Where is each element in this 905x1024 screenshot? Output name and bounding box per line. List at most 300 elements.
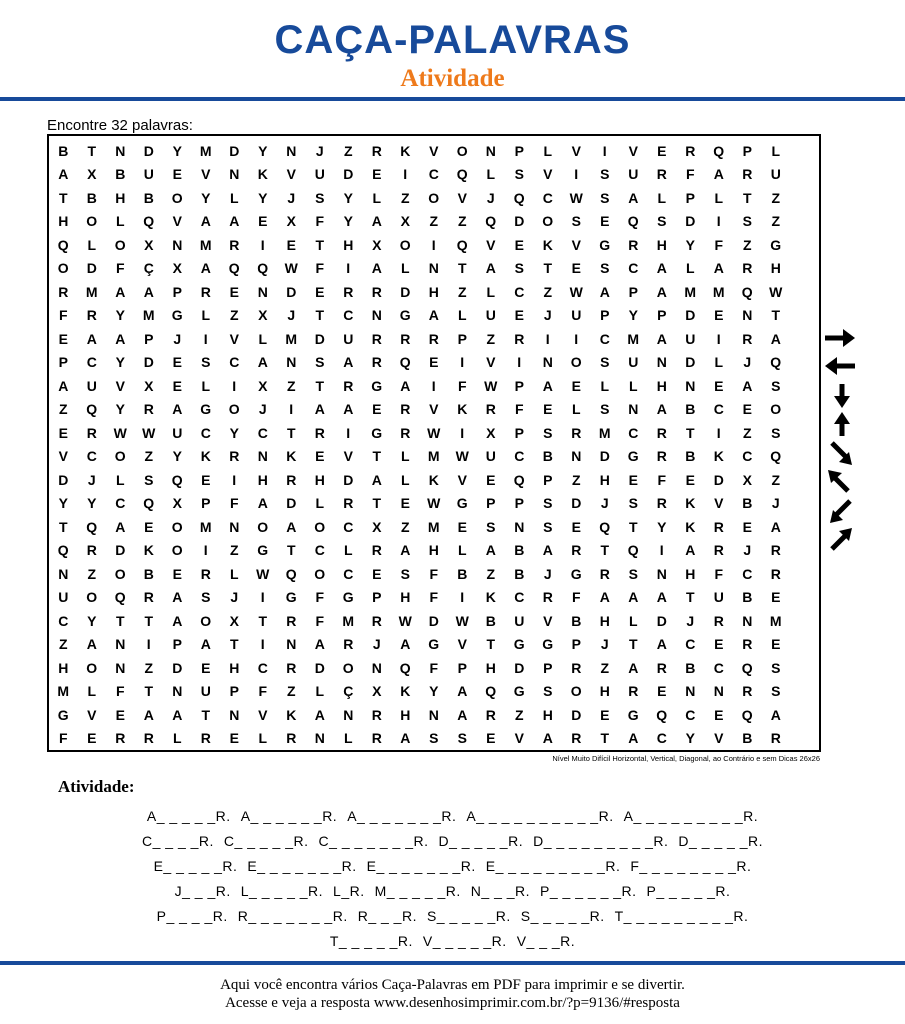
page-subtitle: Atividade (400, 65, 505, 92)
clue-word: F_ _ _ _ _ _ _ _R. (630, 858, 752, 874)
grid-cell: I (659, 542, 664, 559)
grid-cell: F (714, 565, 724, 582)
arrow-up-right-icon (822, 527, 858, 553)
grid-cell: A (656, 636, 667, 653)
arrow-down-left-icon (822, 499, 858, 525)
clue-word: J_ _ _R. (174, 883, 231, 899)
grid-cell: A (656, 589, 667, 606)
grid-cell: I (203, 542, 208, 559)
grid-cell: M (684, 283, 697, 300)
grid-cell: O (57, 260, 69, 277)
grid-cell: G (570, 565, 582, 582)
grid-cell: A (371, 213, 382, 230)
grid-cell: O (257, 518, 269, 535)
grid-cell: L (400, 448, 410, 465)
grid-cell: L (400, 260, 410, 277)
grid-cell: L (343, 542, 353, 559)
grid-cell: Z (429, 213, 439, 230)
grid-cell: R (143, 401, 154, 418)
grid-cell: L (315, 495, 325, 512)
grid-cell: R (229, 448, 240, 465)
grid-cell: C (428, 166, 439, 183)
grid-cell: A (200, 260, 211, 277)
grid-cell: R (770, 730, 781, 747)
grid-cell: J (173, 330, 182, 347)
clue-word: R_ _ _R. (357, 908, 417, 924)
grid-row (49, 327, 819, 351)
grid-cell: R (514, 330, 525, 347)
grid-cell: P (514, 377, 524, 394)
grid-cell: R (628, 683, 639, 700)
grid-cell: B (115, 166, 126, 183)
grid-cell: P (600, 307, 610, 324)
grid-cell: C (514, 589, 525, 606)
grid-cell: T (87, 142, 97, 159)
grid-cell: P (571, 636, 581, 653)
grid-cell: Q (114, 589, 126, 606)
grid-cell: E (172, 565, 182, 582)
grid-cell: S (600, 260, 610, 277)
grid-row (49, 186, 819, 210)
grid-cell: D (86, 260, 97, 277)
grid-cell: O (342, 659, 354, 676)
grid-cell: P (58, 354, 68, 371)
grid-cell: R (742, 683, 753, 700)
grid-row (49, 468, 819, 492)
grid-cell: B (685, 659, 696, 676)
grid-cell: R (571, 730, 582, 747)
grid-cell: Z (400, 189, 410, 206)
grid-cell: P (657, 307, 667, 324)
grid-cell: I (260, 236, 265, 253)
grid-cell: A (343, 401, 354, 418)
grid-cell: F (457, 377, 467, 394)
grid-cell: F (429, 589, 439, 606)
grid-cell: K (542, 236, 553, 253)
grid-cell: I (203, 330, 208, 347)
grid-cell: Q (57, 236, 69, 253)
grid-cell: V (571, 236, 581, 253)
grid-cell: D (314, 659, 325, 676)
grid-cell: I (431, 377, 436, 394)
grid-cell: W (284, 260, 298, 277)
grid-cell: S (628, 565, 638, 582)
grid-cell: U (485, 307, 496, 324)
grid-row (49, 280, 819, 304)
grid-cell: M (285, 330, 298, 347)
grid-cell: P (514, 142, 524, 159)
grid-cell: A (229, 213, 240, 230)
grid-cell: N (428, 260, 439, 277)
grid-cell: R (371, 283, 382, 300)
grid-cell: T (315, 307, 325, 324)
grid-cell: T (742, 189, 752, 206)
grid-cell: Z (771, 189, 781, 206)
grid-cell: A (457, 683, 468, 700)
grid-cell: H (685, 565, 696, 582)
grid-cell: K (286, 706, 297, 723)
grid-cell: A (400, 377, 411, 394)
grid-cell: C (713, 659, 724, 676)
grid-cell: L (258, 330, 268, 347)
grid-cell: W (769, 283, 783, 300)
grid-cell: A (770, 706, 781, 723)
grid-cell: U (58, 589, 69, 606)
word-search-grid (47, 134, 821, 752)
grid-cell: D (58, 471, 69, 488)
grid-cell: S (543, 495, 553, 512)
clue-word: D_ _ _ _ _ _ _ _ _R. (533, 833, 669, 849)
clue-row (40, 854, 865, 879)
grid-cell: A (172, 612, 183, 629)
grid-cell: Q (627, 213, 639, 230)
grid-cell: S (543, 424, 553, 441)
grid-cell: Y (172, 448, 182, 465)
grid-cell: A (628, 730, 639, 747)
grid-cell: Z (286, 683, 296, 700)
grid-cell: C (514, 448, 525, 465)
grid-cell: H (656, 377, 667, 394)
grid-cell: E (201, 471, 211, 488)
grid-cell: C (86, 448, 97, 465)
grid-cell: O (770, 401, 782, 418)
grid-cell: R (571, 659, 582, 676)
clue-word: A_ _ _ _ _ _ _ _ _ _R. (466, 808, 614, 824)
clue-word: L_R. (333, 883, 365, 899)
grid-row (49, 656, 819, 680)
grid-cell: I (346, 260, 351, 277)
grid-cell: S (771, 377, 781, 394)
grid-cell: X (486, 424, 496, 441)
grid-cell: E (315, 283, 325, 300)
grid-cell: H (770, 260, 781, 277)
grid-cell: Q (57, 542, 69, 559)
grid-cell: C (514, 283, 525, 300)
grid-cell: A (542, 542, 553, 559)
grid-cell: L (457, 542, 467, 559)
grid-cell: L (343, 730, 353, 747)
grid-cell: J (287, 189, 296, 206)
grid-cell: X (229, 612, 239, 629)
grid-cell: D (400, 283, 411, 300)
grid-cell: F (58, 730, 68, 747)
grid-cell: S (400, 565, 410, 582)
clue-word: E_ _ _ _ _ _ _ _ _R. (485, 858, 621, 874)
grid-cell: L (486, 283, 496, 300)
grid-cell: P (486, 495, 496, 512)
grid-cell: K (685, 518, 696, 535)
grid-cell: V (457, 189, 467, 206)
grid-cell: M (57, 683, 70, 700)
grid-cell: D (599, 448, 610, 465)
grid-cell: S (144, 471, 154, 488)
grid-cell: T (58, 518, 68, 535)
grid-cell: B (143, 189, 154, 206)
grid-cell: W (427, 495, 441, 512)
grid-cell: M (85, 283, 98, 300)
grid-cell: D (428, 612, 439, 629)
grid-cell: Z (229, 307, 239, 324)
grid-cell: A (428, 307, 439, 324)
grid-cell: O (228, 401, 240, 418)
grid-cell: O (456, 142, 468, 159)
grid-cell: G (513, 683, 525, 700)
grid-cell: M (427, 518, 440, 535)
grid-cell: R (485, 706, 496, 723)
grid-cell: R (371, 542, 382, 559)
grid-cell: P (372, 589, 382, 606)
clue-word: S_ _ _ _ _R. (520, 908, 605, 924)
grid-cell: B (685, 448, 696, 465)
grid-cell: G (342, 589, 354, 606)
grid-cell: D (143, 354, 154, 371)
grid-cell: I (460, 589, 465, 606)
grid-cell: H (485, 659, 496, 676)
grid-cell: E (372, 565, 382, 582)
grid-cell: M (598, 424, 611, 441)
grid-row (49, 539, 819, 563)
clue-word: P_ _ _ _ _ _R. (540, 883, 637, 899)
grid-cell: Q (741, 659, 753, 676)
grid-cell: R (485, 401, 496, 418)
grid-cell: L (87, 236, 97, 253)
grid-cell: A (400, 636, 411, 653)
grid-cell: U (314, 166, 325, 183)
grid-cell: D (685, 354, 696, 371)
grid-cell: P (514, 495, 524, 512)
grid-cell: A (371, 260, 382, 277)
grid-cell: U (685, 330, 696, 347)
grid-cell: E (714, 307, 724, 324)
grid-cell: N (656, 354, 667, 371)
grid-cell: Z (87, 565, 97, 582)
grid-cell: Q (257, 260, 269, 277)
grid-cell: O (428, 189, 440, 206)
grid-cell: C (542, 189, 553, 206)
clue-word: A_ _ _ _ _ _ _R. (347, 808, 457, 824)
grid-row (49, 562, 819, 586)
grid-cell: K (200, 448, 211, 465)
grid-cell: N (58, 565, 69, 582)
grid-cell: F (315, 612, 325, 629)
grid-cell: V (714, 495, 724, 512)
grid-cell: S (315, 189, 325, 206)
grid-cell: E (315, 448, 325, 465)
grid-cell: O (114, 565, 126, 582)
grid-cell: Y (685, 236, 695, 253)
grid-cell: S (628, 495, 638, 512)
grid-cell: P (628, 283, 638, 300)
grid-cell: R (713, 518, 724, 535)
grid-cell: N (485, 142, 496, 159)
grid-cell: U (628, 166, 639, 183)
grid-cell: A (457, 706, 468, 723)
grid-cell: P (685, 189, 695, 206)
grid-cell: N (172, 236, 183, 253)
grid-cell: Z (486, 330, 496, 347)
grid-cell: P (229, 683, 239, 700)
grid-cell: E (742, 401, 752, 418)
grid-cell: A (742, 377, 753, 394)
footer-line-2: Acesse e veja a resposta www.desenhosimprimir.com.br/?p=9136/#resposta (225, 995, 680, 1011)
grid-cell: B (58, 142, 69, 159)
grid-cell: M (342, 612, 355, 629)
grid-cell: C (86, 354, 97, 371)
arrow-left-icon (822, 353, 858, 379)
grid-cell: A (542, 377, 553, 394)
grid-cell: N (428, 706, 439, 723)
grid-cell: A (400, 730, 411, 747)
grid-cell: G (627, 706, 639, 723)
grid-cell: F (429, 565, 439, 582)
grid-row (49, 492, 819, 516)
grid-row (49, 586, 819, 610)
grid-cell: V (258, 706, 268, 723)
clue-word: L_ _ _ _ _R. (240, 883, 324, 899)
grid-cell: S (486, 518, 496, 535)
grid-cell: L (372, 189, 382, 206)
grid-cell: E (543, 401, 553, 418)
grid-cell: H (400, 589, 411, 606)
grid-cell: S (201, 354, 211, 371)
grid-cell: I (346, 424, 351, 441)
grid-cell: T (286, 542, 296, 559)
grid-cell: L (714, 189, 724, 206)
grid-cell: I (574, 166, 579, 183)
grid-cell: T (372, 495, 382, 512)
grid-cell: X (172, 260, 182, 277)
grid-cell: B (457, 565, 468, 582)
grid-cell: K (713, 448, 724, 465)
grid-cell: B (485, 612, 496, 629)
grid-cell: L (87, 683, 97, 700)
grid-cell: Q (285, 565, 297, 582)
grid-cell: V (628, 142, 638, 159)
grid-cell: C (599, 330, 610, 347)
grid-cell: D (713, 471, 724, 488)
grid-cell: D (343, 166, 354, 183)
grid-cell: R (400, 401, 411, 418)
grid-cell: Y (343, 213, 353, 230)
grid-cell: V (201, 166, 211, 183)
grid-cell: T (543, 260, 553, 277)
grid-cell: C (742, 565, 753, 582)
grid-cell: A (58, 377, 69, 394)
grid-cell: N (229, 166, 240, 183)
clue-word: V_ _ _R. (516, 933, 576, 949)
grid-cell: A (58, 166, 69, 183)
grid-cell: A (86, 330, 97, 347)
grid-cell: R (286, 471, 297, 488)
grid-cell: Y (343, 189, 353, 206)
grid-cell: E (372, 166, 382, 183)
grid-cell: R (286, 730, 297, 747)
grid-cell: E (286, 236, 296, 253)
grid-cell: N (172, 683, 183, 700)
grid-cell: B (742, 495, 753, 512)
grid-cell: E (714, 377, 724, 394)
grid-cell: A (200, 213, 211, 230)
grid-cell: Z (343, 142, 353, 159)
grid-cell: F (657, 471, 667, 488)
grid-cell: O (171, 189, 183, 206)
grid-cell: Z (58, 636, 68, 653)
grid-cell: A (656, 330, 667, 347)
grid-cell: F (229, 495, 239, 512)
grid-cell: G (770, 236, 782, 253)
clue-word: P_ _ _ _R. (156, 908, 228, 924)
grid-cell: Q (770, 448, 782, 465)
grid-cell: Q (513, 189, 525, 206)
grid-cell: X (372, 236, 382, 253)
grid-cell: Z (144, 448, 154, 465)
grid-cell: A (343, 354, 354, 371)
grid-cell: Q (228, 260, 240, 277)
grid-cell: L (201, 307, 211, 324)
grid-cell: B (514, 542, 525, 559)
grid-row (49, 680, 819, 704)
grid-cell: C (58, 612, 69, 629)
grid-cell: E (172, 166, 182, 183)
grid-cell: H (599, 612, 610, 629)
grid-cell: I (716, 213, 721, 230)
grid-cell: H (257, 471, 268, 488)
grid-cell: Q (770, 354, 782, 371)
grid-cell: Y (115, 307, 125, 324)
arrow-up-icon (822, 411, 858, 437)
clue-word: A_ _ _ _ _ _R. (240, 808, 338, 824)
grid-cell: R (200, 283, 211, 300)
grid-cell: E (229, 283, 239, 300)
grid-cell: D (229, 142, 240, 159)
grid-cell: S (201, 589, 211, 606)
grid-cell: V (457, 636, 467, 653)
grid-cell: X (258, 377, 268, 394)
grid-cell: V (543, 612, 553, 629)
grid-cell: K (685, 495, 696, 512)
grid-cell: A (286, 518, 297, 535)
grid-cell: A (628, 589, 639, 606)
grid-cell: H (656, 236, 667, 253)
grid-cell: G (171, 307, 183, 324)
grid-cell: N (257, 448, 268, 465)
grid-cell: V (486, 236, 496, 253)
grid-cell: X (144, 236, 154, 253)
grid-cell: U (172, 424, 183, 441)
grid-cell: H (428, 283, 439, 300)
clue-word: S_ _ _ _ _R. (426, 908, 511, 924)
grid-cell: R (343, 495, 354, 512)
grid-cell: D (286, 495, 297, 512)
grid-cell: A (713, 166, 724, 183)
grid-cell: R (656, 448, 667, 465)
grid-cell: E (87, 730, 97, 747)
grid-cell: V (343, 448, 353, 465)
grid-cell: A (314, 636, 325, 653)
grid-cell: L (315, 683, 325, 700)
grid-cell: N (628, 401, 639, 418)
grid-cell: R (58, 283, 69, 300)
grid-cell: N (229, 518, 240, 535)
grid-cell: U (514, 612, 525, 629)
grid-cell: N (286, 142, 297, 159)
grid-cell: E (172, 354, 182, 371)
instructions: Encontre 32 palavras: (47, 117, 193, 134)
grid-cell: R (628, 236, 639, 253)
grid-cell: I (232, 377, 237, 394)
grid-cell: O (542, 213, 554, 230)
grid-cell: T (486, 636, 496, 653)
